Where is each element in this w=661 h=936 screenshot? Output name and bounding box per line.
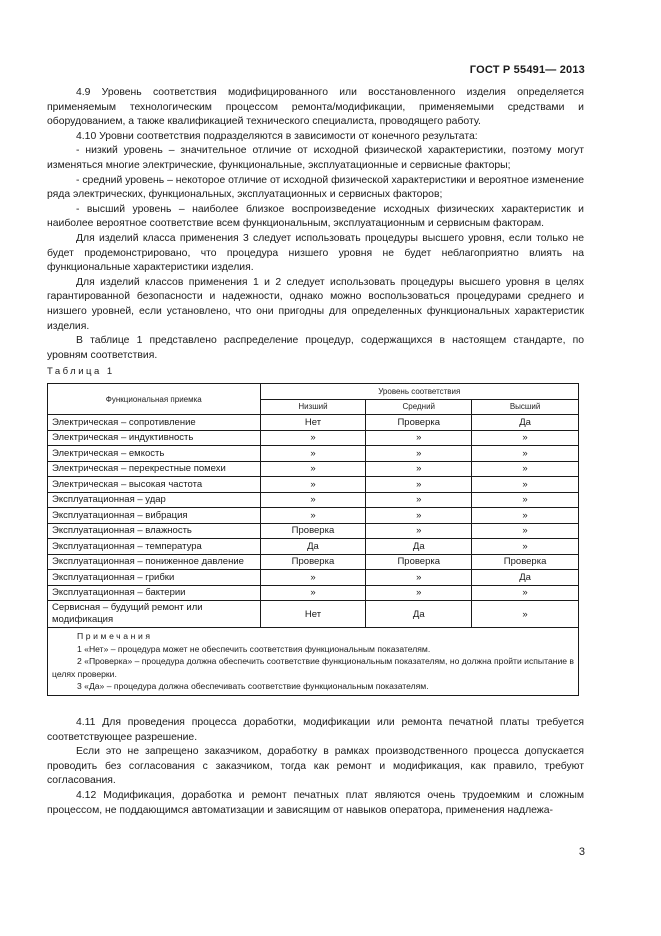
cell-low: » — [260, 570, 366, 586]
header-conformance-level: Уровень соответствия — [260, 384, 578, 400]
note-item: 2 «Проверка» – процедура должна обеспечить соответствие функциональным показателям, но должна пройти испытание в целях проверки. — [52, 656, 574, 679]
header-functional-acceptance: Функциональная приемка — [48, 384, 261, 415]
notes-title: Примечания — [77, 631, 153, 641]
cell-high: » — [472, 601, 579, 628]
row-label: Сервисная – будущий ремонт или модификация — [48, 601, 261, 628]
table-row — [48, 523, 579, 539]
row-label: Электрическая – перекрестные помехи — [48, 461, 261, 477]
cell-high: » — [472, 430, 579, 446]
cell-high: » — [472, 523, 579, 539]
cell-low: Нет — [260, 415, 366, 431]
paragraph-4-11: 4.11 Для проведения процесса доработки, модификации или ремонта печатной платы требуется соответствующее разрешение. — [47, 717, 584, 743]
cell-high: » — [472, 585, 579, 601]
cell-medium: Проверка — [366, 554, 472, 570]
table-row — [48, 477, 579, 493]
cell-high: Проверка — [472, 554, 579, 570]
row-label: Эксплуатационная – бактерии — [48, 585, 261, 601]
cell-low: Проверка — [260, 523, 366, 539]
cell-high: » — [472, 508, 579, 524]
row-label: Эксплуатационная – температура — [48, 539, 261, 555]
list-item-high-level: - высший уровень – наиболее близкое воспроизведение исходных физических характеристик и наиболее вероятное соответствие всем функциональным, эксплуатационным и сервисным факторам. — [47, 203, 584, 230]
table-row — [48, 461, 579, 477]
cell-low: » — [260, 508, 366, 524]
list-item-medium-level: - средний уровень – некоторое отличие от исходной физической характеристики и вероятное изменение ряда электрических, функциональных, эксплуатационных и сервисных факторов; — [47, 174, 584, 201]
cell-low: » — [260, 492, 366, 508]
cell-low: Нет — [260, 601, 366, 628]
row-label: Эксплуатационная – грибки — [48, 570, 261, 586]
cell-medium: Да — [366, 601, 472, 628]
cell-medium: » — [366, 477, 472, 493]
cell-medium: » — [366, 461, 472, 477]
row-label: Электрическая – емкость — [48, 446, 261, 462]
cell-medium: Да — [366, 539, 472, 555]
table-row — [48, 492, 579, 508]
row-label: Электрическая – высокая частота — [48, 477, 261, 493]
cell-high: Да — [472, 570, 579, 586]
header-medium: Средний — [366, 399, 472, 415]
cell-low: Да — [260, 539, 366, 555]
paragraph-class-3: Для изделий класса применения 3 следует использовать процедуры высшего уровня, если только не будет продемонстрировано, что процедура низшего уровня не будет неблагоприятно влиять на функциональные характеристики изделия. — [47, 232, 584, 274]
paragraph-4-10: 4.10 Уровни соответствия подразделяются в зависимости от конечного результата: — [76, 130, 478, 142]
page-number: 3 — [578, 846, 585, 858]
cell-medium: » — [366, 430, 472, 446]
cell-medium: » — [366, 570, 472, 586]
body-text-bottom — [47, 716, 584, 818]
row-label: Эксплуатационная – удар — [48, 492, 261, 508]
cell-low: » — [260, 477, 366, 493]
header-low: Низший — [260, 399, 366, 415]
table-row — [48, 430, 579, 446]
paragraph-class-1-2: Для изделий классов применения 1 и 2 следует использовать процедуры высшего уровня в целях гарантированной безопасности и надежности, однако можно воспользоваться процедурами среднего и низшего уровней, если установлено, что они пригодны для определенных функциональных характеристик изделия. — [47, 276, 584, 332]
note-item: 1 «Нет» – процедура может не обеспечить соответствия функциональным показателям. — [77, 643, 431, 654]
table-row — [48, 554, 579, 570]
row-label: Эксплуатационная – влажность — [48, 523, 261, 539]
cell-high: » — [472, 461, 579, 477]
cell-high: » — [472, 477, 579, 493]
cell-high: » — [472, 446, 579, 462]
body-text-top — [47, 86, 584, 363]
note-item: 3 «Да» – процедура должна обеспечивать соответствие функциональным показателям. — [77, 681, 429, 692]
cell-low: » — [260, 585, 366, 601]
table-row — [48, 415, 579, 431]
table-row — [48, 585, 579, 601]
header-high: Высший — [472, 399, 579, 415]
cell-high: » — [472, 492, 579, 508]
cell-low: » — [260, 461, 366, 477]
cell-high: » — [472, 539, 579, 555]
cell-low: Проверка — [260, 554, 366, 570]
table-notes-row — [48, 628, 579, 696]
table-row — [48, 508, 579, 524]
cell-low: » — [260, 430, 366, 446]
table-row — [48, 601, 579, 628]
conformance-table — [47, 383, 579, 696]
cell-medium: » — [366, 492, 472, 508]
cell-medium: » — [366, 508, 472, 524]
cell-high: Да — [472, 415, 579, 431]
table-row — [48, 539, 579, 555]
paragraph-4-9: 4.9 Уровень соответствия модифицированного или восстановленного изделия определяется применяемым технологическим процессом ремонта/модификации, применяемыми средствами и оборудованием, а также квалификацией технического специалиста, проводящего работу. — [47, 87, 584, 128]
table-row — [48, 446, 579, 462]
cell-medium: » — [366, 446, 472, 462]
paragraph-table-intro: В таблице 1 представлено распределение процедур, содержащихся в настоящем стандарте, по уровням соответствия. — [47, 335, 584, 361]
table-row — [48, 570, 579, 586]
table-notes — [48, 628, 579, 696]
cell-low: » — [260, 446, 366, 462]
row-label: Эксплуатационная – пониженное давление — [48, 554, 261, 570]
cell-medium: Проверка — [366, 415, 472, 431]
cell-medium: » — [366, 523, 472, 539]
list-item-low-level: - низкий уровень – значительное отличие от исходной физической характеристики, поэтому могут изменяться многие электрические, функциональные, эксплуатационные и сервисные факторы; — [47, 145, 584, 171]
paragraph-4-12: 4.12 Модификация, доработка и ремонт печатных плат являются очень трудоемким и сложным процессом, не поддающимся автоматизации и зависящим от навыков оператора, применения надлежа- — [47, 789, 584, 816]
paragraph-customer-approval: Если это не запрещено заказчиком, доработку в рамках производственного процесса допускается проводить без согласования с заказчиком, тогда как ремонт и модификация, как правило, требуют согласования. — [47, 746, 584, 787]
document-id-header: ГОСТ Р 55491— 2013 — [469, 64, 585, 76]
row-label: Электрическая – индуктивность — [48, 430, 261, 446]
row-label: Электрическая – сопротивление — [48, 415, 261, 431]
cell-medium: » — [366, 585, 472, 601]
row-label: Эксплуатационная – вибрация — [48, 508, 261, 524]
table-label: Таблица 1 — [47, 366, 115, 377]
